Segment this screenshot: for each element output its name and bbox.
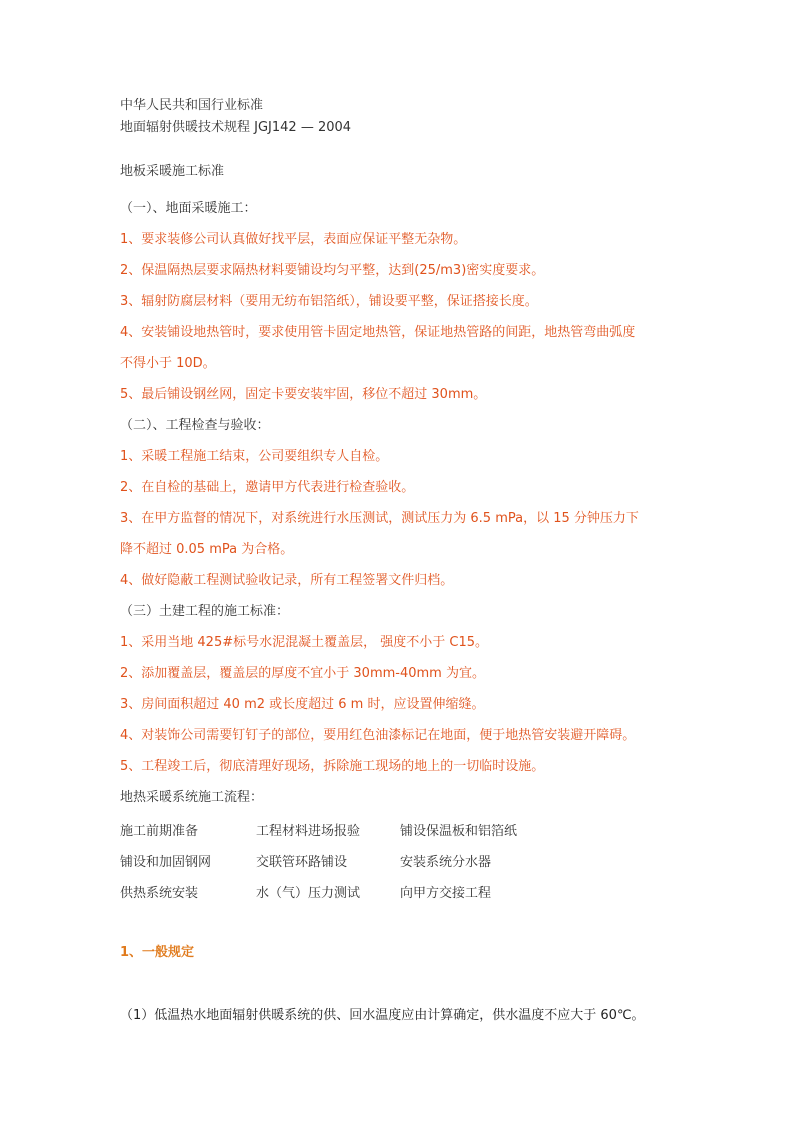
body-line: 2、保温隔热层要求隔热材料要铺设均匀平整，达到(25/m3)密实度要求。 [120, 263, 545, 278]
body-line: 1、采暖工程施工结束，公司要组织专人自检。 [120, 449, 389, 464]
body-line: 3、在甲方监督的情况下，对系统进行水压测试，测试压力为 6.5 mPa，以 15 分钟压力下 [120, 511, 639, 526]
body-line: 地热采暖系统施工流程： [120, 790, 264, 805]
flow-step: 交联管环路铺设 [256, 855, 348, 870]
section-title: 1、一般规定 [120, 945, 195, 960]
section-paragraph: （1）低温热水地面辐射供暖系统的供、回水温度应由计算确定，供水温度不应大于 60℃。 [120, 1008, 645, 1023]
flow-step: 供热系统安装 [120, 886, 199, 901]
body-line: （一）、地面采暖施工： [120, 201, 257, 216]
flow-row [120, 878, 600, 909]
flow-step: 安装系统分水器 [400, 855, 492, 870]
standard-title: 中华人民共和国行业标准 [120, 98, 264, 113]
body-line: 5、最后铺设钢丝网，固定卡要安装牢固，移位不超过 30mm。 [120, 387, 487, 402]
flow-step: 施工前期准备 [120, 824, 199, 839]
flow-row [120, 816, 600, 847]
flow-step: 水（气）压力测试 [256, 886, 361, 901]
body-line: （二）、工程检查与验收： [120, 418, 270, 433]
flow-step: 铺设保温板和铝箔纸 [400, 824, 518, 839]
body-line: 1、要求装修公司认真做好找平层，表面应保证平整无杂物。 [120, 232, 467, 247]
body-line: 4、对装饰公司需要钉钉子的部位，要用红色油漆标记在地面，便于地热管安装避开障碍。 [120, 728, 636, 743]
body-line: 1、采用当地 425#标号水泥混凝土覆盖层， 强度不小于 C15。 [120, 635, 488, 650]
body-line: 3、辐射防腐层材料（要用无纺布铝箔纸），铺设要平整，保证搭接长度。 [120, 294, 538, 309]
standard-code-title: 地面辐射供暖技术规程 JGJ142 — 2004 [120, 120, 352, 135]
body-line: （三）土建工程的施工标准： [120, 604, 290, 619]
flow-step: 工程材料进场报验 [256, 824, 361, 839]
body-line: 2、添加覆盖层，覆盖层的厚度不宜小于 30mm-40mm 为宜。 [120, 666, 485, 681]
body-line: 不得小于 10D。 [120, 356, 216, 371]
construction-flow-table [120, 816, 600, 909]
flow-step: 铺设和加固钢网 [120, 855, 212, 870]
body-line: 5、工程竣工后，彻底清理好现场，拆除施工现场的地上的一切临时设施。 [120, 759, 545, 774]
body-line: 3、房间面积超过 40 m2 或长度超过 6 m 时，应设置伸缩缝。 [120, 697, 485, 712]
flow-row [120, 847, 600, 878]
document-subtitle: 地板采暖施工标准 [120, 164, 225, 179]
body-line: 2、在自检的基础上，邀请甲方代表进行检查验收。 [120, 480, 415, 495]
body-line: 4、做好隐蔽工程测试验收记录，所有工程签署文件归档。 [120, 573, 454, 588]
construction-standards-list [120, 193, 639, 813]
body-line: 降不超过 0.05 mPa 为合格。 [120, 542, 294, 557]
body-line: 4、安装铺设地热管时，要求使用管卡固定地热管，保证地热管路的间距，地热管弯曲弧度 [120, 325, 636, 340]
flow-step: 向甲方交接工程 [400, 886, 492, 901]
